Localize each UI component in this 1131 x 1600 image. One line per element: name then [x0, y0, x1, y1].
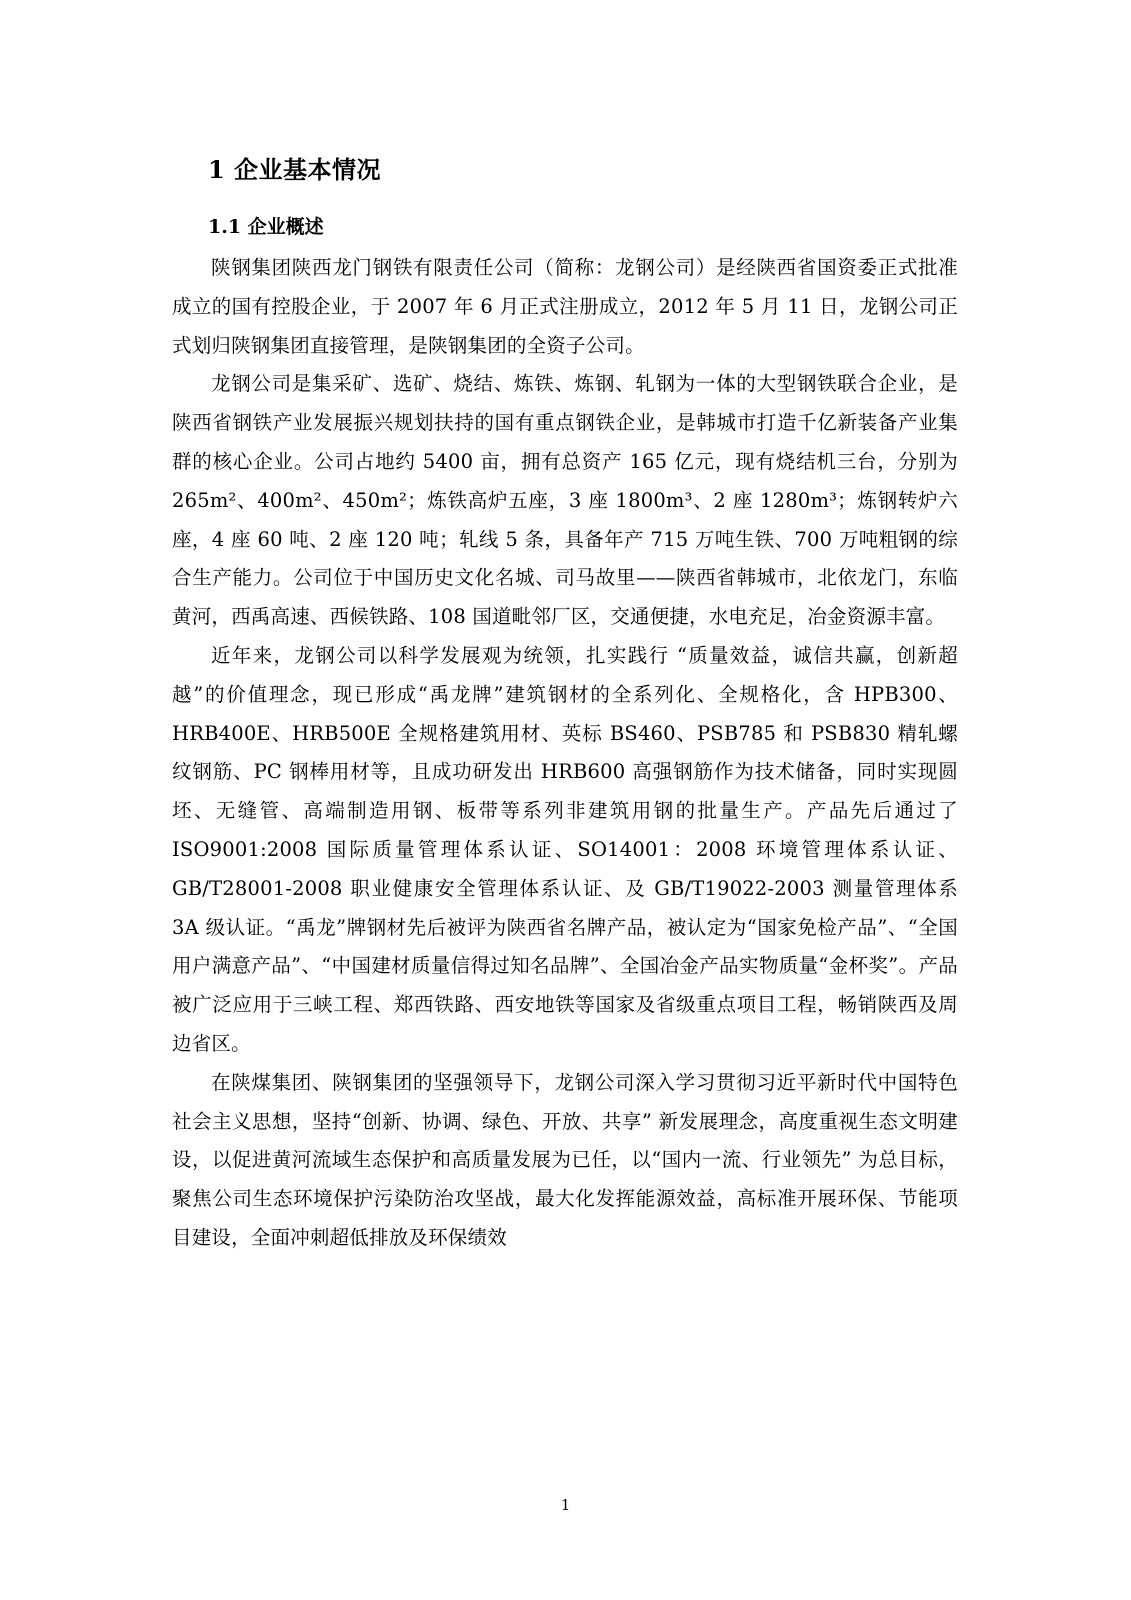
paragraph-company-scale: 龙钢公司是集采矿、选矿、烧结、炼铁、炼钢、轧钢为一体的大型钢铁联合企业，是陕西省钢铁产业发展振兴规划扶持的国有重点钢铁企业，是韩城市打造千亿新装备产业集群的核心企业。公司占地约 5400 亩，拥有总资产 165 亿元，现有烧结机三台，分别为 265m²、400m²、450m²；炼铁高炉五座，3 座 1800m³、2 座 1280m³；炼钢转炉六座，4 座 60 吨、2 座 120 吨；轧线 5 条，具备年产 715 万吨生铁、700 万吨粗钢的综合生产能力。公司位于中国历史文化名城、司马故里——陕西省韩城市，北依龙门，东临黄河，西禹高速、西候铁路、108 国道毗邻厂区，交通便捷，水电充足，冶金资源丰富。	[172, 372, 958, 629]
page-number: 1	[560, 1496, 571, 1514]
paragraph-company-overview: 陕钢集团陕西龙门钢铁有限责任公司（简称：龙钢公司）是经陕西省国资委正式批准成立的国有控股企业，于 2007 年 6 月正式注册成立，2012 年 5 月 11 日，龙钢公司正式划归陕钢集团直接管理，是陕钢集团的全资子公司。	[172, 256, 958, 357]
page-body	[172, 150, 958, 1258]
paragraph-ecological-development: 在陕煤集团、陕钢集团的坚强领导下，龙钢公司深入学习贯彻习近平新时代中国特色社会主义思想，坚持“创新、协调、绿色、开放、共享” 新发展理念，高度重视生态文明建设，以促进黄河流域生态保护和高质量发展为已任，以“国内一流、行业领先” 为总目标，聚焦公司生态环境保护污染防治攻坚战，最大化发挥能源效益，高标准开展环保、节能项目建设，全面冲刺超低排放及环保绩效	[172, 1070, 958, 1249]
paragraph-products-certifications: 近年来，龙钢公司以科学发展观为统领，扎实践行 “质量效益，诚信共赢，创新超越”的价值理念，现已形成“禹龙牌”建筑钢材的全系列化、全规格化，含 HPB300、HRB400E、HRB500E 全规格建筑用材、英标 BS460、PSB785 和 PSB830 精轧螺纹钢筋、PC 钢棒用材等，且成功研发出 HRB600 高强钢筋作为技术储备，同时实现圆坯、无缝管、高端制造用钢、板带等系列非建筑用钢的批量生产。产品先后通过了 ISO9001:2008 国际质量管理体系认证、SO14001：2008 环境管理体系认证、GB/T28001-2008 职业健康安全管理体系认证、及 GB/T19022-2003 测量管理体系 3A 级认证。“禹龙”牌钢材先后被评为陕西省名牌产品，被认定为“国家免检产品”、“全国用户满意产品”、“中国建材质量信得过知名品牌”、全国冶金产品实物质量“金杯奖”。产品被广泛应用于三峡工程、郑西铁路、西安地铁等国家及省级重点项目工程，畅销陕西及周边省区。	[172, 643, 958, 1055]
subsection-title: 1.1 企业概述	[208, 216, 324, 238]
section-title: 1 企业基本情况	[208, 155, 382, 184]
